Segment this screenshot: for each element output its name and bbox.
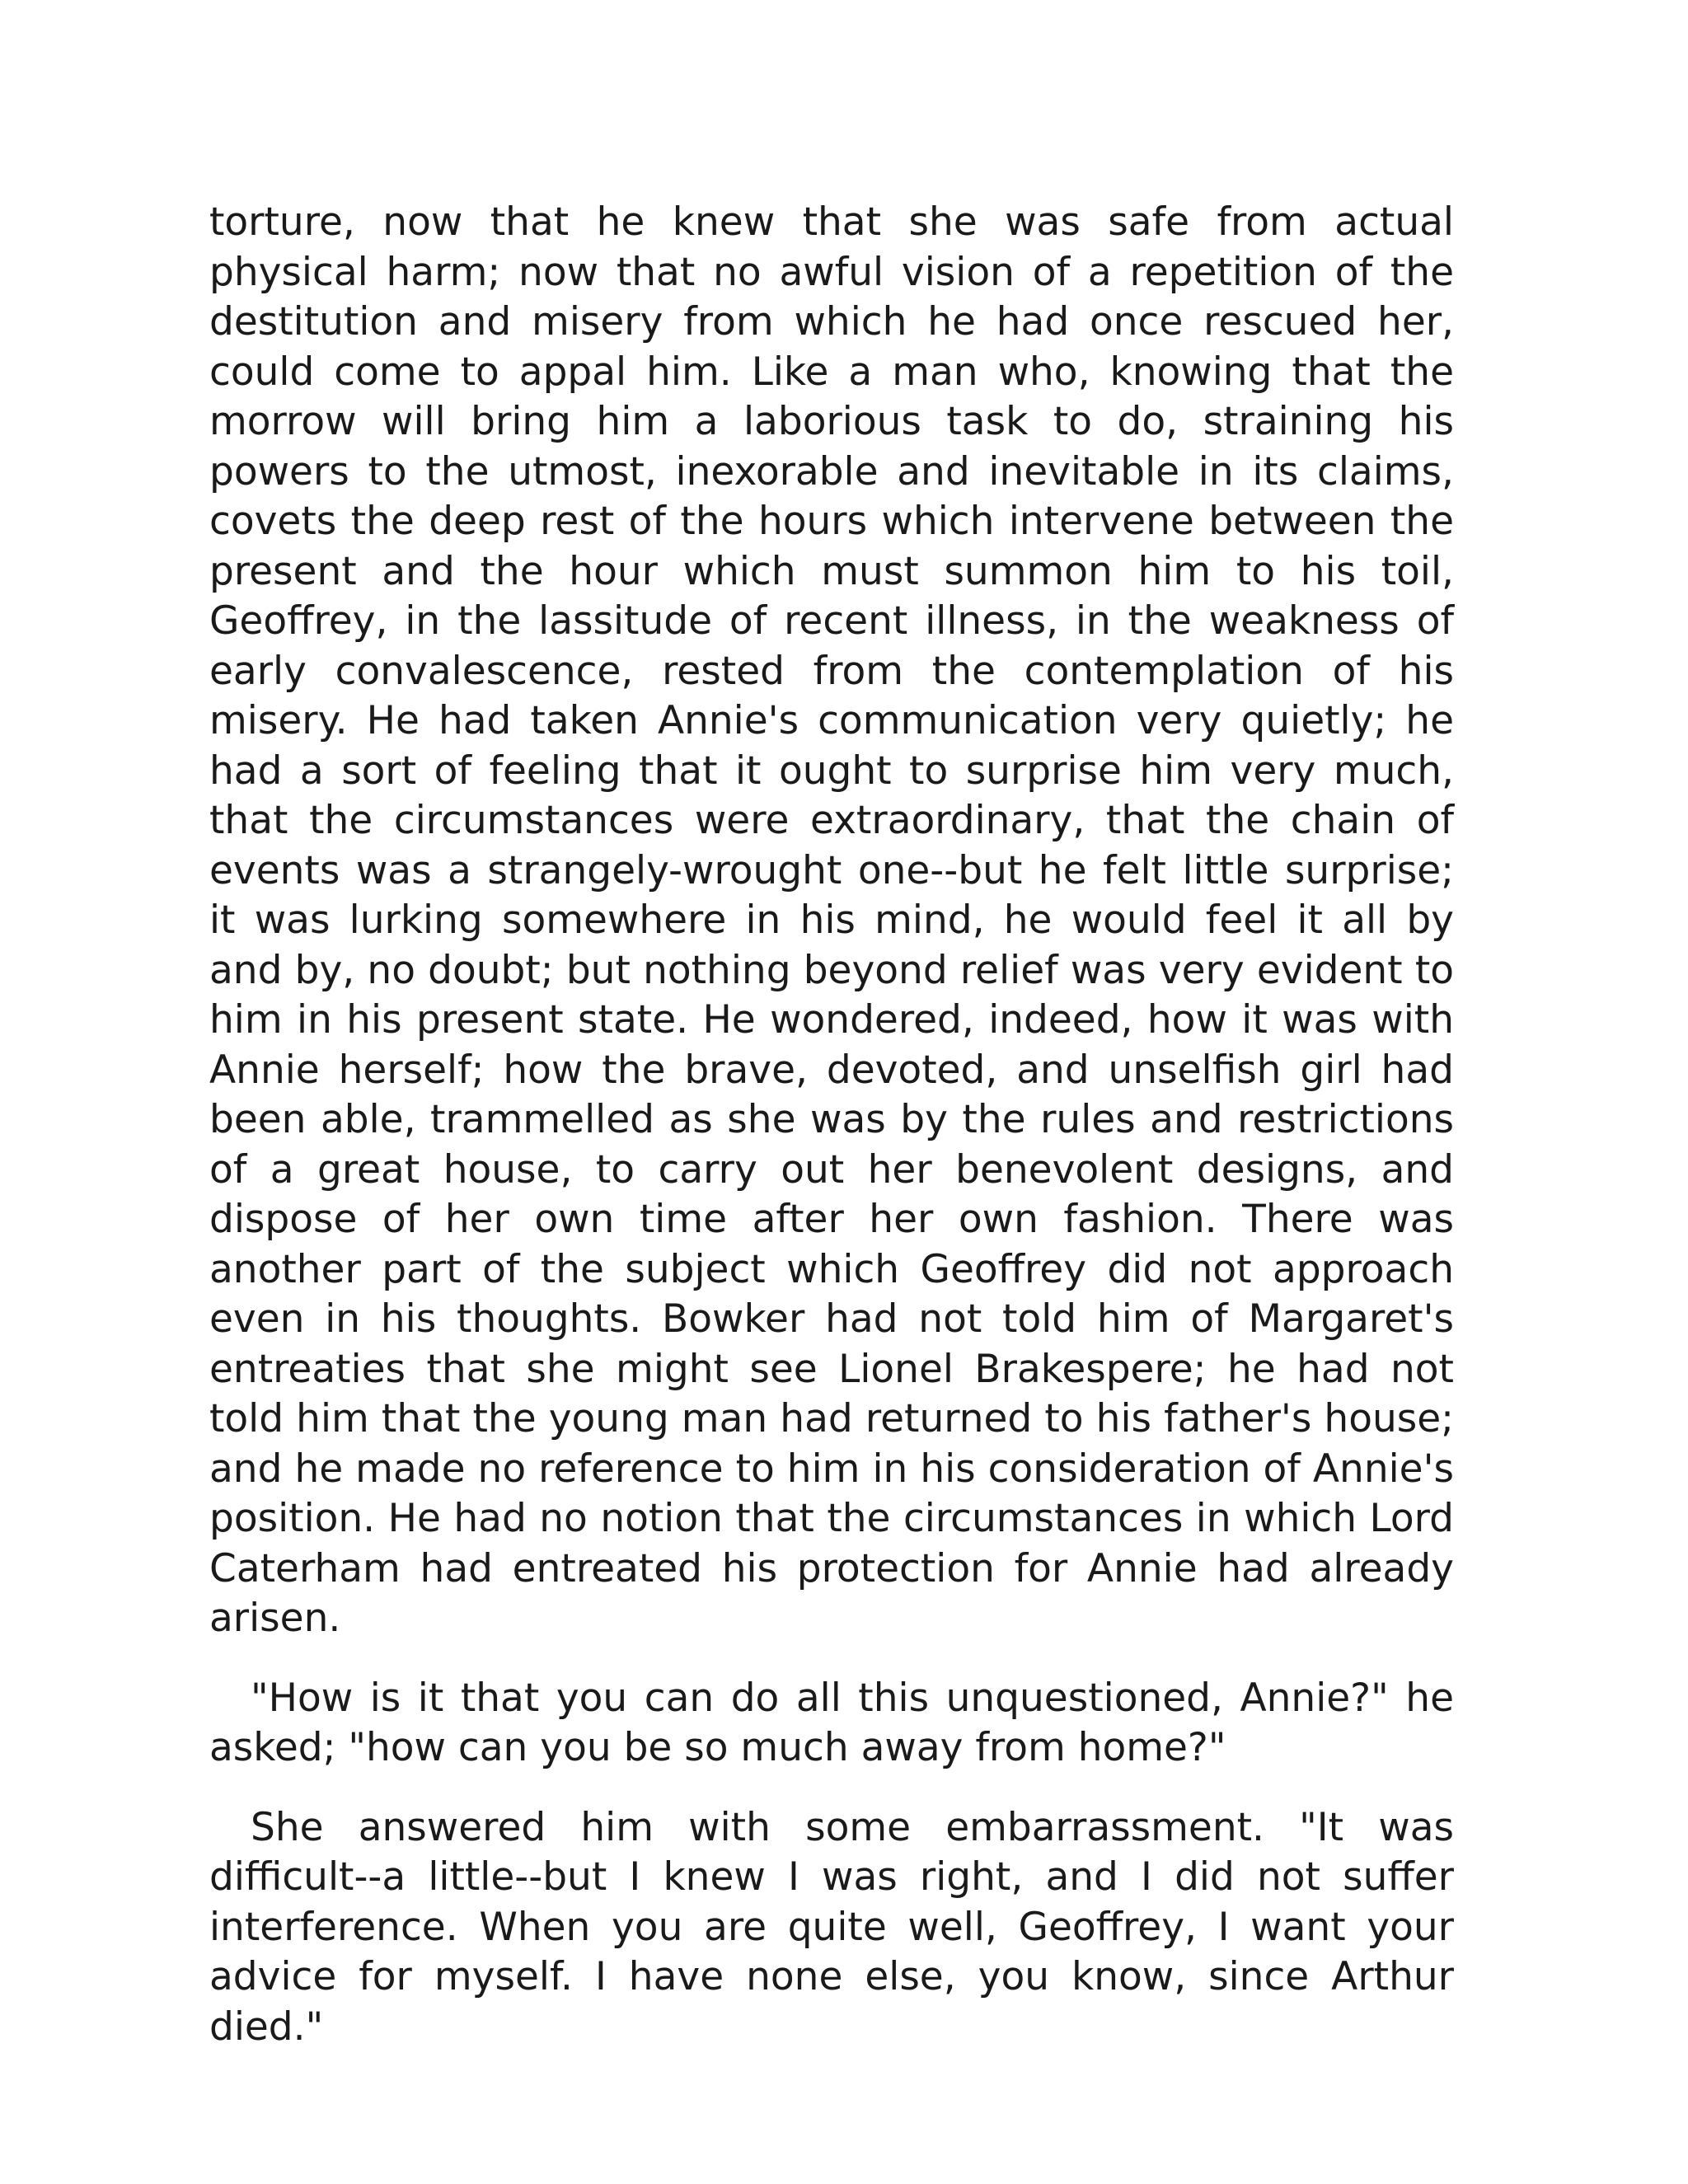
document-page bbox=[209, 198, 1454, 2052]
paragraph-1: torture, now that he knew that she was safe from actual physical harm; now that no awful vision of a repetition of the destitution and misery from which he had once rescued her, could come to appal him. Like a man who, knowing that the morrow will bring him a laborious task to do, straining his powers to the utmost, inexorable and inevitable in its claims, covets the deep rest of the hours which intervene between the present and the hour which must summon him to his toil, Geoffrey, in the lassitude of recent illness, in the weakness of early convalescence, rested from the contemplation of his misery. He had taken Annie's communication very quietly; he had a sort of feeling that it ought to surprise him very much, that the circumstances were extraordinary, that the chain of events was a strangely-wrought one--but he felt little surprise; it was lurking somewhere in his mind, he would feel it all by and by, no doubt; but nothing beyond relief was very evident to him in his present state. He wondered, indeed, how it was with Annie herself; how the brave, devoted, and unselfish girl had been able, trammelled as she was by the rules and restrictions of a great house, to carry out her benevolent designs, and dispose of her own time after her own fashion. There was another part of the subject which Geoffrey did not approach even in his thoughts. Bowker had not told him of Margaret's entreaties that she might see Lionel Brakespere; he had not told him that the young man had returned to his father's house; and he made no reference to him in his consideration of Annie's position. He had no notion that the circumstances in which Lord Caterham had entreated his protection for Annie had already arisen. bbox=[209, 199, 1454, 1641]
paragraph-2: "How is it that you can do all this unquestioned, Annie?" he asked; "how can you be so much away from home?" bbox=[209, 1675, 1454, 1770]
paragraph-3: She answered him with some embarrassment. "It was difficult--a little--but I knew I was right, and I did not suffer interference. When you are quite well, Geoffrey, I want your advice for myself. I have none else, you know, since Arthur died." bbox=[209, 1804, 1454, 2050]
